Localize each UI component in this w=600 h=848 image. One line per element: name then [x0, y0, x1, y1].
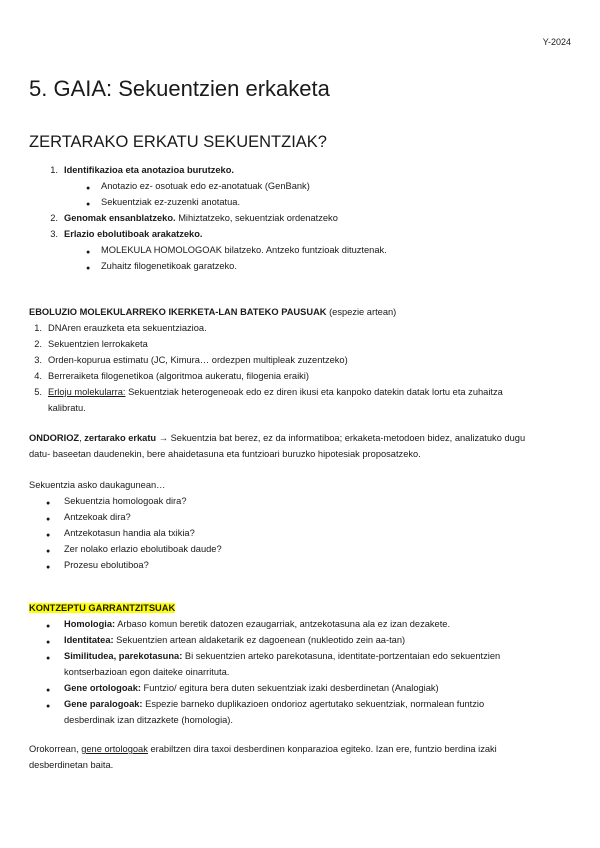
concept-term: Homologia: — [64, 619, 116, 629]
sub-list-item: MOLEKULA HOMOLOGOAK bilatzeko. Antzeko funtzioak dituztenak. — [101, 245, 387, 255]
list-item: Antzekoak dira? — [64, 512, 131, 522]
concept-definition: Funtzio/ egitura bera duten sekuentziak izaki desberdinetan (Analogiak) — [140, 683, 439, 693]
list-number: 1. — [34, 323, 42, 333]
list-item — [64, 162, 234, 178]
concept-homologia — [64, 616, 450, 632]
list-item: Zer nolako erlazio ebolutiboak daude? — [64, 544, 222, 554]
bullet-icon: ● — [46, 639, 51, 646]
concept-definition: Espezie barneko duplikazioen ondorioz agertutako sekuentziak, normalean funtzio — [142, 699, 485, 709]
concept-term: Identitatea: — [64, 635, 114, 645]
list-item: DNAren erauzketa eta sekuentziazioa. — [48, 323, 207, 333]
bullet-icon: ● — [86, 249, 91, 256]
bold-term: ONDORIOZ — [29, 433, 80, 443]
paragraph-line — [29, 430, 525, 446]
underlined-term: Erloju molekularra: — [48, 387, 126, 397]
sub-list-item: Sekuentziak ez-zuzenki anotatua. — [101, 197, 241, 207]
bullet-icon: ● — [86, 201, 91, 208]
concept-definition: Sekuentzien artean aldaketarik ez dagoenean (nukleotido zein aa-tan) — [113, 635, 406, 645]
bullet-icon: ● — [46, 703, 51, 710]
list-number: 3. — [34, 355, 42, 365]
page-title: 5. GAIA: Sekuentzien erkaketa — [29, 76, 330, 101]
list-number: 5. — [34, 387, 42, 397]
paragraph-text: erabiltzen dira taxoi desberdinen konparazioa egiteko. Izan ere, funtzio berdina izaki — [147, 744, 497, 754]
concept-term: Gene ortologoak: — [64, 683, 141, 693]
heading-bold: EBOLUZIO MOLEKULARREKO IKERKETA-LAN BATEKO PAUSUAK — [29, 307, 327, 317]
list-item-text: Mihiztatzeko, sekuentziak ordenatzeko — [175, 213, 338, 223]
concept-term: Similitudea, parekotasuna: — [64, 651, 183, 661]
list-number: 4. — [34, 371, 42, 381]
list-item: Prozesu ebolutiboa? — [64, 560, 149, 570]
paragraph-line — [29, 741, 497, 757]
header-date: Y-2024 — [542, 37, 571, 47]
list-item-text: Sekuentziak heterogeneoak edo ez diren ikusi eta kanpoko datekin datak lortu eta zuhaitza — [125, 387, 503, 397]
bullet-icon: ● — [46, 548, 51, 555]
bullet-icon: ● — [46, 655, 51, 662]
heading-rest: (espezie artean) — [326, 307, 397, 317]
list-item: Berreraiketa filogenetikoa (algoritmoa aukeratu, filogenia eraiki) — [48, 371, 309, 381]
concept-definition: Arbaso komun beretik datozen ezaugarriak, antzekotasuna ala ez izan dezakete. — [115, 619, 451, 629]
concept-definition-continuation: desberdinak izan ditzazkete (homologia). — [64, 715, 233, 725]
list-item: Orden-kopurua estimatu (JC, Kimura… ordezpen multipleak zuzentzeko) — [48, 355, 348, 365]
bullet-icon: ● — [46, 623, 51, 630]
bullet-icon: ● — [86, 185, 91, 192]
list-number: 1. — [50, 165, 58, 175]
concept-similitudea — [64, 648, 500, 664]
bullet-icon: ● — [46, 564, 51, 571]
list-item-label: Identifikazioa eta anotazioa burutzeko. — [64, 165, 234, 175]
concepts-heading — [29, 600, 175, 616]
list-item — [64, 226, 202, 242]
bullet-icon: ● — [46, 687, 51, 694]
concept-definition: Bi sekuentzien arteko parekotasuna, identitate-portzentaian edo sekuentzien — [182, 651, 501, 661]
bullet-icon: ● — [86, 265, 91, 272]
bullet-icon: ● — [46, 500, 51, 507]
highlighted-heading: KONTZEPTU GARRANTZITSUAK — [29, 603, 176, 613]
concept-ortologoak — [64, 680, 439, 696]
list-number: 3. — [50, 229, 58, 239]
list-item: Sekuentzien lerrokaketa — [48, 339, 148, 349]
paragraph-text: Orokorrean, — [29, 744, 82, 754]
bullet-icon: ● — [46, 516, 51, 523]
paragraph-line: datu- baseetan daudenekin, bere ahaidetasuna eta funtzioari buruzko hipotesiak proposatzeko. — [29, 449, 421, 459]
list-item-continuation: kalibratu. — [48, 403, 86, 413]
paragraph-text: → Sekuentzia bat berez, ez da informatiboa; erkaketa-metodoen bidez, analizatuko dugu — [156, 433, 526, 443]
list-item-label: Erlazio ebolutiboak arakatzeko. — [64, 229, 203, 239]
bullet-icon: ● — [46, 532, 51, 539]
list-item: Antzekotasun handia ala txikia? — [64, 528, 195, 538]
bold-term: zertarako erkatu — [84, 433, 157, 443]
section-heading-pausuak — [29, 304, 396, 320]
concept-definition-continuation: kontserbazioan egon daiteke oinarrituta. — [64, 667, 230, 677]
concept-term: Gene paralogoak: — [64, 699, 143, 709]
concept-identitatea — [64, 632, 405, 648]
list-item — [48, 384, 571, 400]
section-heading-zertarako: ZERTARAKO ERKATU SEKUENTZIAK? — [29, 133, 327, 151]
list-item-label: Genomak ensanblatzeko. — [64, 213, 176, 223]
list-item: Sekuentzia homologoak dira? — [64, 496, 187, 506]
list-number: 2. — [50, 213, 58, 223]
sub-list-item: Anotazio ez- osotuak edo ez-anotatuak (GenBank) — [101, 181, 310, 191]
list-item — [64, 210, 338, 226]
list-number: 2. — [34, 339, 42, 349]
concept-paralogoak — [64, 696, 484, 712]
separator: , — [79, 433, 85, 443]
underlined-term: gene ortologoak — [81, 744, 148, 754]
questions-intro: Sekuentzia asko daukagunean… — [29, 480, 166, 490]
paragraph-line: desberdinetan baita. — [29, 760, 114, 770]
sub-list-item: Zuhaitz filogenetikoak garatzeko. — [101, 261, 237, 271]
